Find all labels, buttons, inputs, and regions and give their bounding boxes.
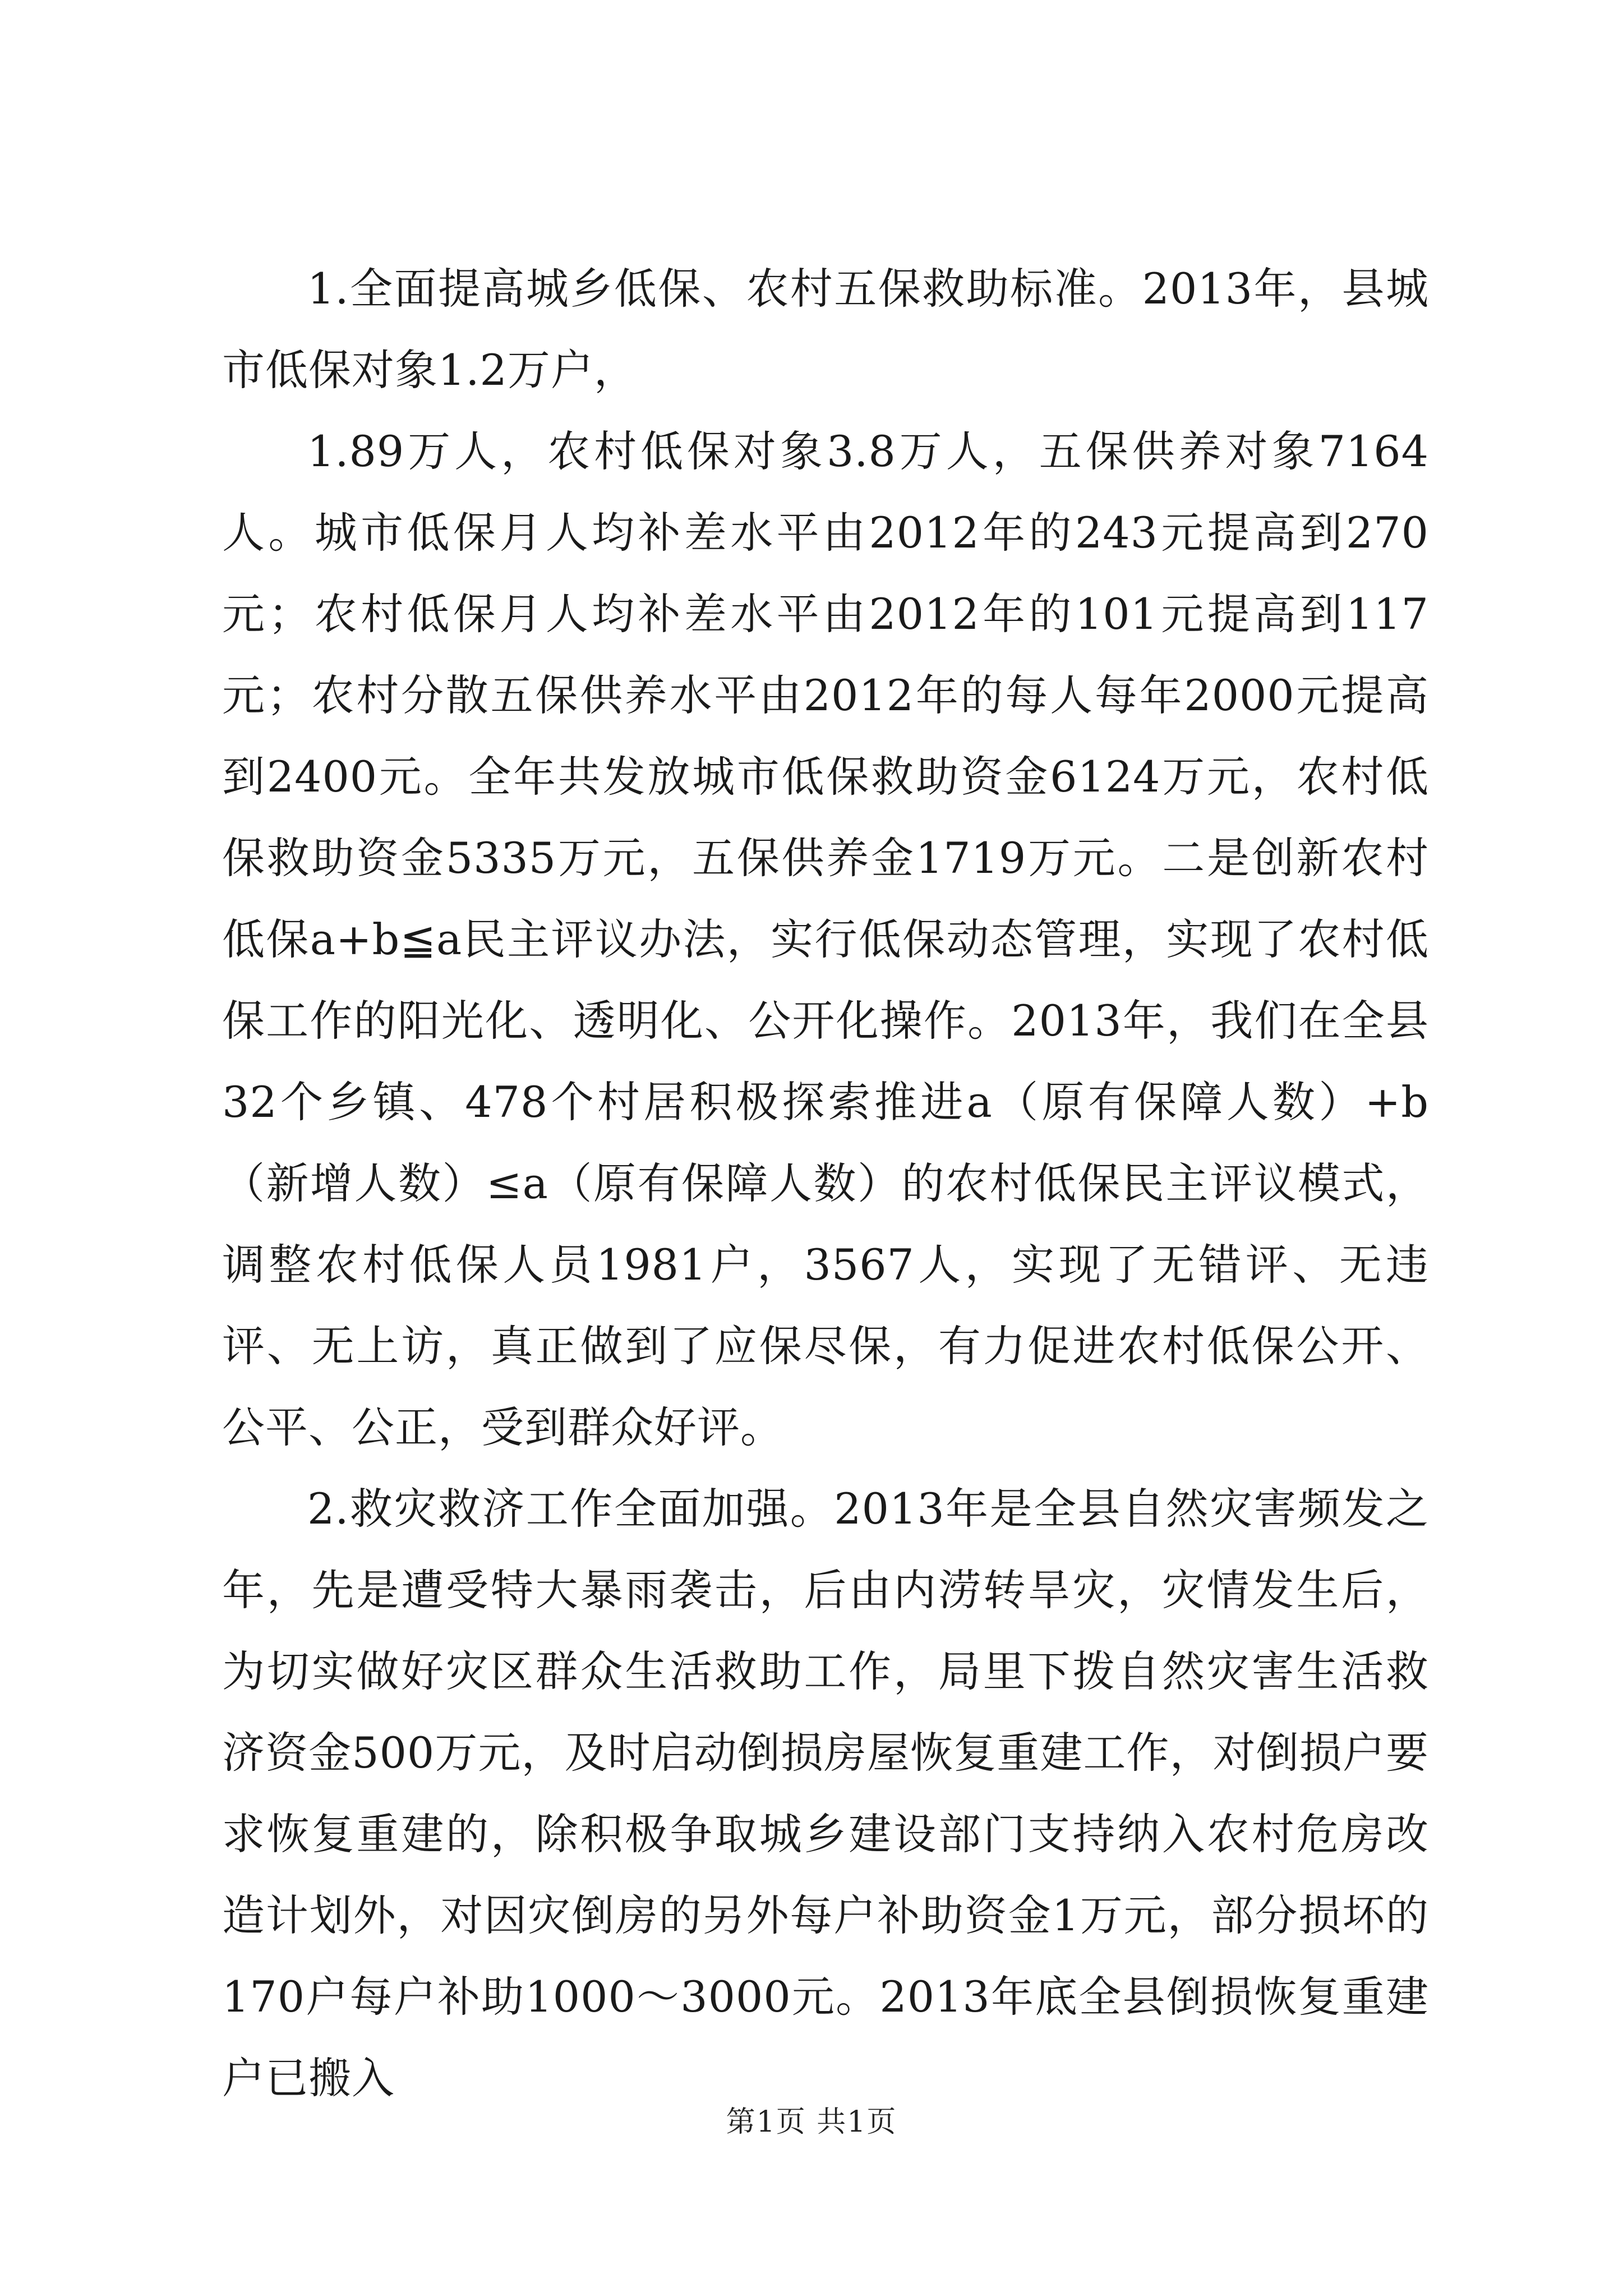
paragraph-2: 1.89万人，农村低保对象3.8万人，五保供养对象7164人。城市低保月人均补差水平由2012年的243元提高到270元；农村低保月人均补差水平由2012年的101元提高到117元；农村分散五保供养水平由2012年的每人每年2000元提高到2400元。全年共发放城市低保救助资金6124万元，农村低保救助资金5335万元，五保供养金1719万元。二是创新农村低保a+b≦a民主评议办法，实行低保动态管理，实现了农村低保工作的阳光化、透明化、公开化操作。2013年，我们在全县32个乡镇、478个村居积极探索推进a（原有保障人数）+b（新增人数）≤a（原有保障人数）的农村低保民主评议模式，调整农村低保人员1981户，3567人，实现了无错评、无违评、无上访，真正做到了应保尽保，有力促进农村低保公开、公平、公正，受到群众好评。 [222, 426, 1429, 1452]
paragraph-3: 2.救灾救济工作全面加强。2013年是全县自然灾害频发之年，先是遭受特大暴雨袭击，后由内涝转旱灾，灾情发生后，为切实做好灾区群众生活救助工作，局里下拨自然灾害生活救济资金500万元，及时启动倒损房屋恢复重建工作，对倒损户要求恢复重建的，除积极争取城乡建设部门支持纳入农村危房改造计划外，对因灾倒房的另外每户补助资金1万元，部分损坏的170户每户补助1000～3000元。2013年底全县倒损恢复重建户已搬入 [222, 1484, 1429, 2103]
paragraph-1: 1.全面提高城乡低保、农村五保救助标准。2013年，县城市低保对象1.2万户， [222, 264, 1429, 395]
document-body [222, 248, 1429, 2119]
page-footer: 第1页 共1页 [726, 2105, 897, 2139]
